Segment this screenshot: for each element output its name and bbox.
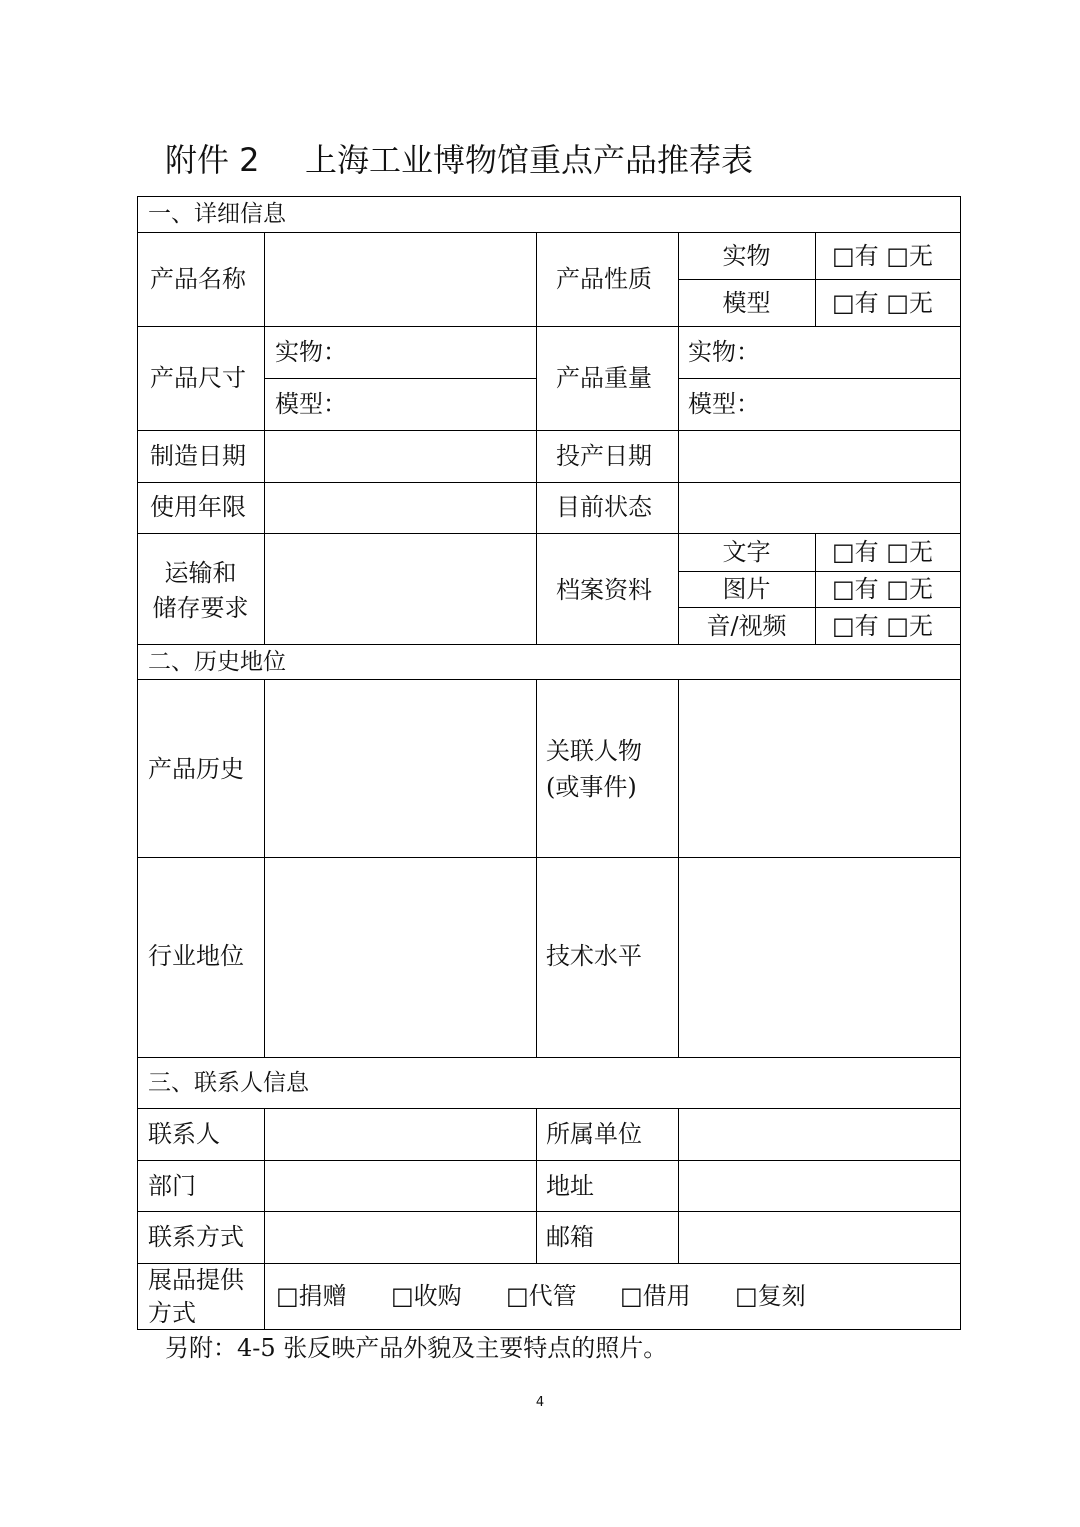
table-line <box>137 232 961 233</box>
label-industry-position: 行业地位 <box>148 942 244 970</box>
label-service-life: 使用年限 <box>150 493 246 521</box>
label-product-weight: 产品重量 <box>556 364 652 392</box>
field-weight-physical[interactable]: 实物： <box>688 338 760 366</box>
label-contact-method: 联系方式 <box>148 1223 244 1251</box>
label-archive: 档案资料 <box>556 576 652 604</box>
option-replica[interactable]: □复刻 <box>735 1282 806 1310</box>
page-title <box>165 138 753 182</box>
table-line <box>536 232 537 644</box>
table-line <box>137 430 961 431</box>
table-line <box>678 378 961 379</box>
checkbox-nature-model[interactable]: □有 □无 <box>832 289 933 317</box>
page-number: 4 <box>535 1395 545 1410</box>
label-transport-line1: 运输和 <box>164 559 237 587</box>
table-line <box>536 1108 537 1263</box>
label-tech-level: 技术水平 <box>546 942 642 970</box>
label-product-name: 产品名称 <box>150 265 246 293</box>
label-archive-text: 文字 <box>722 538 771 566</box>
table-line <box>137 679 961 680</box>
table-line <box>137 482 961 483</box>
table-line <box>264 232 265 644</box>
table-line <box>960 196 961 1330</box>
table-line <box>536 679 537 1057</box>
table-line <box>678 679 679 1057</box>
table-line <box>137 1057 961 1058</box>
label-archive-image: 图片 <box>722 575 771 603</box>
section-heading-details: 一、详细信息 <box>148 201 286 227</box>
label-current-status: 目前状态 <box>556 493 652 521</box>
label-product-history: 产品历史 <box>148 755 244 783</box>
label-nature-physical: 实物 <box>722 242 771 270</box>
title-main: 上海工业博物馆重点产品推荐表 <box>305 141 754 179</box>
label-provide-line2: 方式 <box>148 1299 196 1327</box>
table-line <box>137 533 961 534</box>
checkbox-archive-image[interactable]: □有 □无 <box>832 575 933 603</box>
title-prefix: 附件 2 <box>165 141 260 179</box>
table-line <box>137 857 961 858</box>
label-contact-person: 联系人 <box>148 1120 220 1148</box>
checkbox-nature-physical[interactable]: □有 □无 <box>832 242 933 270</box>
checkbox-archive-av[interactable]: □有 □无 <box>832 612 933 640</box>
table-line <box>137 1329 961 1330</box>
table-line <box>137 644 961 645</box>
table-line <box>137 1211 961 1212</box>
table-line <box>264 378 536 379</box>
label-affiliation: 所属单位 <box>546 1120 642 1148</box>
option-purchase[interactable]: □收购 <box>391 1282 462 1310</box>
table-line <box>137 1160 961 1161</box>
option-custody[interactable]: □代管 <box>506 1282 577 1310</box>
option-loan[interactable]: □借用 <box>620 1282 691 1310</box>
table-line <box>815 533 816 644</box>
label-provide-line1: 展品提供 <box>148 1266 244 1294</box>
table-line <box>815 232 816 326</box>
label-address: 地址 <box>546 1172 594 1200</box>
label-product-nature: 产品性质 <box>556 265 652 293</box>
label-transport-line2: 储存要求 <box>152 594 249 622</box>
label-production-date: 投产日期 <box>556 442 652 470</box>
section-heading-history: 二、历史地位 <box>148 649 286 675</box>
table-line <box>137 196 961 197</box>
table-line <box>678 1108 679 1263</box>
label-nature-model: 模型 <box>722 289 771 317</box>
table-line <box>137 326 961 327</box>
table-line <box>264 679 265 1057</box>
field-weight-model[interactable]: 模型： <box>688 390 760 418</box>
attachment-note: 另附：4-5 张反映产品外貌及主要特点的照片。 <box>165 1334 668 1362</box>
label-manufacture-date: 制造日期 <box>150 442 246 470</box>
label-related-line1: 关联人物 <box>546 737 642 765</box>
table-line <box>137 1108 961 1109</box>
table-line <box>137 196 138 1330</box>
table-line <box>678 279 961 280</box>
label-related-line2: (或事件) <box>546 773 637 801</box>
table-line <box>264 1108 265 1330</box>
section-heading-contact: 三、联系人信息 <box>148 1070 309 1096</box>
option-donate[interactable]: □捐赠 <box>276 1282 347 1310</box>
label-department: 部门 <box>148 1172 196 1200</box>
table-line <box>678 571 961 572</box>
checkbox-archive-text[interactable]: □有 □无 <box>832 538 933 566</box>
label-product-size: 产品尺寸 <box>150 364 246 392</box>
label-archive-av: 音/视频 <box>706 612 787 640</box>
label-email: 邮箱 <box>546 1223 594 1251</box>
field-size-model[interactable]: 模型： <box>275 390 347 418</box>
field-size-physical[interactable]: 实物： <box>275 338 347 366</box>
table-line <box>678 607 961 608</box>
table-line <box>137 1263 961 1264</box>
